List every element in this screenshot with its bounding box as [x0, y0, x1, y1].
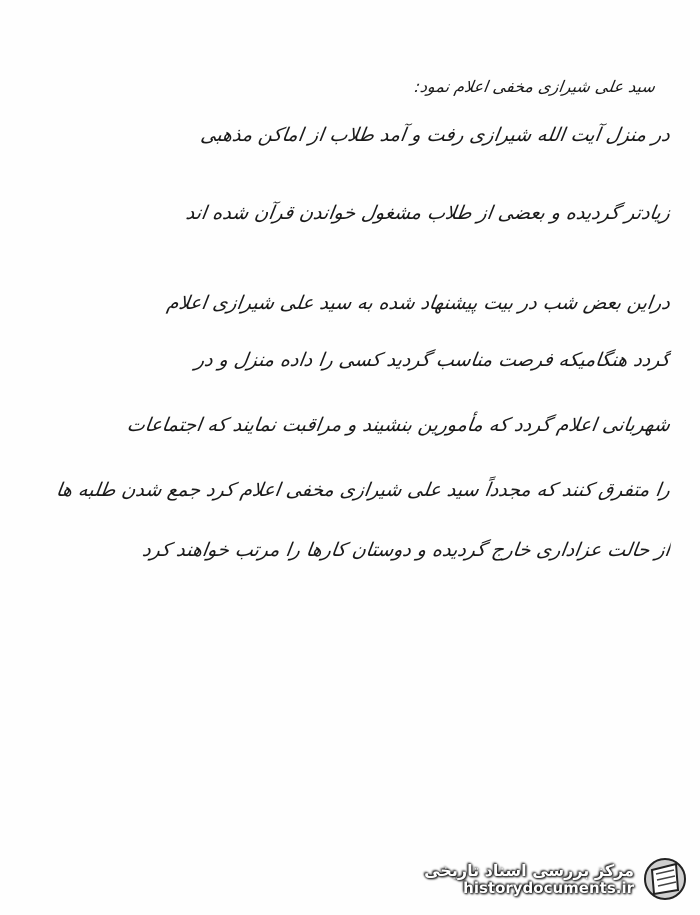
handwritten-line-3: زیادتر گردیده و بعضی از طلاب مشغول خواندن قرآن شده اند: [184, 202, 672, 224]
watermark-url: historydocuments.ir: [463, 878, 634, 897]
watermark-text: [424, 862, 634, 896]
archive-logo-icon: [642, 856, 688, 902]
handwritten-line-4: دراین بعض شب در بیت پیشنهاد شده به سید علی شیرازی اعلام: [165, 292, 672, 314]
watermark: [408, 849, 688, 909]
handwritten-line-6: شهربانی اعلام گردد که مأمورین بنشیند و مراقبت نمایند که اجتماعات: [125, 414, 672, 436]
handwritten-line-1: سید علی شیرازی مخفی اعلام نمود:: [413, 77, 657, 96]
watermark-title: مرکز بررسی اسناد تاریخی: [424, 860, 634, 880]
handwritten-line-8: از حالت عزاداری خارج گردیده و دوستان کارها را مرتب خواهند کرد: [140, 539, 672, 561]
handwritten-line-7: را متفرق کنند که مجدداً سید علی شیرازی مخفی اعلام کرد جمع شدن طلبه ها: [54, 479, 672, 501]
handwritten-line-2: در منزل آیت الله شیرازی رفت و آمد طلاب از اماکن مذهبی: [199, 124, 672, 146]
handwritten-line-5: گردد هنگامیکه فرصت مناسب گردید کسی را داده منزل و در: [193, 349, 672, 371]
